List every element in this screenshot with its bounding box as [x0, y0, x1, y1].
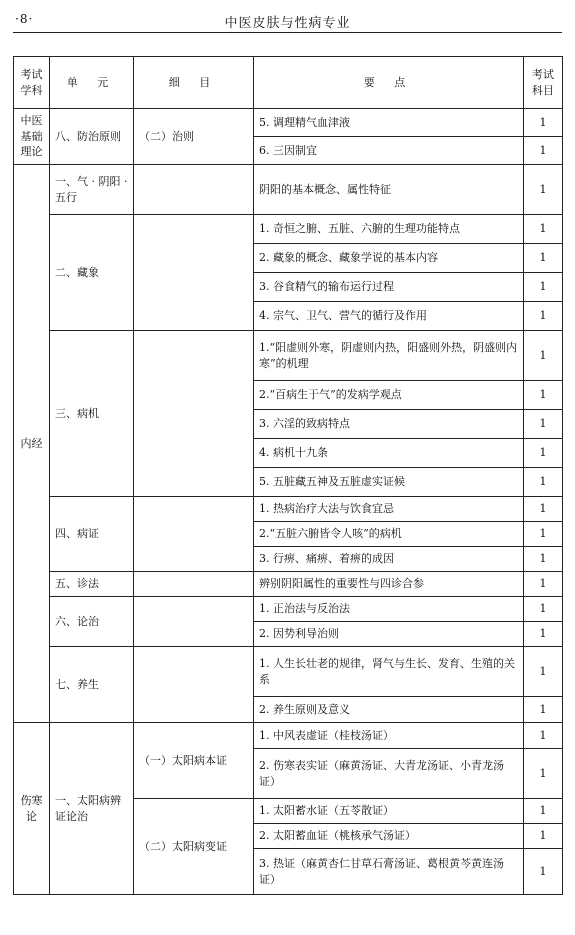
point-cell: 3. 行痹、痛痹、着痹的成因: [254, 547, 524, 572]
point-cell: 4. 病机十九条: [254, 439, 524, 468]
level-cell: 1: [524, 697, 563, 723]
unit-cell: 一、太阳病辨证论治: [50, 723, 134, 895]
point-cell: 2. 因势利导治则: [254, 622, 524, 647]
subject-cell: 中医基础理论: [14, 109, 50, 165]
detail-cell: （二）太阳病变证: [134, 799, 254, 895]
point-cell: 1. 热病治疗大法与饮食宜忌: [254, 497, 524, 522]
point-cell: 3. 六淫的致病特点: [254, 410, 524, 439]
unit-cell: 一、气 · 阴阳 · 五行: [50, 165, 134, 215]
point-cell: 6. 三因制宜: [254, 137, 524, 165]
detail-cell: [134, 331, 254, 497]
point-cell: 1. 中风表虚证（桂枝汤证）: [254, 723, 524, 749]
detail-cell: [134, 647, 254, 723]
point-cell: 1. 太阳蓄水证（五苓散证）: [254, 799, 524, 824]
unit-cell: 四、病证: [50, 497, 134, 572]
detail-cell: [134, 572, 254, 597]
level-cell: 1: [524, 109, 563, 137]
level-cell: 1: [524, 723, 563, 749]
level-cell: 1: [524, 381, 563, 410]
level-cell: 1: [524, 647, 563, 697]
unit-cell: 二、藏象: [50, 215, 134, 331]
unit-cell: 三、病机: [50, 331, 134, 497]
unit-cell: 六、论治: [50, 597, 134, 647]
running-title: 中医皮肤与性病专业: [224, 16, 351, 31]
point-cell: 2. 伤寒表实证（麻黄汤证、大青龙汤证、小青龙汤证）: [254, 749, 524, 799]
detail-cell: [134, 497, 254, 572]
table-row: [14, 597, 563, 622]
level-cell: 1: [524, 468, 563, 497]
level-cell: 1: [524, 522, 563, 547]
point-cell: 4. 宗气、卫气、营气的循行及作用: [254, 302, 524, 331]
subject-cell: 伤寒论: [14, 723, 50, 895]
point-cell: 2.“五脏六腑皆令人咳”的病机: [254, 522, 524, 547]
level-cell: 1: [524, 572, 563, 597]
point-cell: 1.“阳虚则外寒，阴虚则内热，阳盛则外热，阴盛则内寒”的机理: [254, 331, 524, 381]
point-cell: 2. 藏象的概念、藏象学说的基本内容: [254, 244, 524, 273]
unit-cell: 八、防治原则: [50, 109, 134, 165]
level-cell: 1: [524, 547, 563, 572]
level-cell: 1: [524, 410, 563, 439]
level-cell: 1: [524, 824, 563, 849]
level-cell: 1: [524, 244, 563, 273]
level-cell: 1: [524, 331, 563, 381]
level-cell: 1: [524, 497, 563, 522]
point-cell: 5. 五脏藏五神及五脏虚实证候: [254, 468, 524, 497]
point-cell: 阴阳的基本概念、属性特征: [254, 165, 524, 215]
page-header: [13, 6, 562, 33]
table-row: [14, 109, 563, 137]
detail-cell: [134, 165, 254, 215]
unit-cell: 七、养生: [50, 647, 134, 723]
level-cell: 1: [524, 849, 563, 895]
table-row: [14, 215, 563, 244]
point-cell: 2. 养生原则及意义: [254, 697, 524, 723]
point-cell: 1. 人生长壮老的规律，肾气与生长、发育、生殖的关系: [254, 647, 524, 697]
level-cell: 1: [524, 165, 563, 215]
point-cell: 3. 热证（麻黄杏仁甘草石膏汤证、葛根黄芩黄连汤证）: [254, 849, 524, 895]
point-cell: 3. 谷食精气的输布运行过程: [254, 273, 524, 302]
table-row: [14, 497, 563, 522]
table-row: [14, 723, 563, 749]
point-cell: 5. 调理精气血津液: [254, 109, 524, 137]
column-header-point: 要 点: [254, 57, 524, 109]
level-cell: 1: [524, 273, 563, 302]
detail-cell: [134, 215, 254, 331]
column-header-unit: 单 元: [50, 57, 134, 109]
level-cell: 1: [524, 597, 563, 622]
level-cell: 1: [524, 749, 563, 799]
point-cell: 辨别阴阳属性的重要性与四诊合参: [254, 572, 524, 597]
column-header-level: 考试科目: [524, 57, 563, 109]
table-row: [14, 331, 563, 381]
column-header-subject: 考试学科: [14, 57, 50, 109]
level-cell: 1: [524, 137, 563, 165]
point-cell: 2.“百病生于气”的发病学观点: [254, 381, 524, 410]
detail-cell: [134, 597, 254, 647]
level-cell: 1: [524, 439, 563, 468]
table-row: [14, 572, 563, 597]
syllabus-table: [13, 56, 563, 895]
column-header-detail: 细 目: [134, 57, 254, 109]
table-header-row: [14, 57, 563, 109]
subject-cell: 内经: [14, 165, 50, 723]
point-cell: 2. 太阳蓄血证（桃核承气汤证）: [254, 824, 524, 849]
detail-cell: （二）治则: [134, 109, 254, 165]
point-cell: 1. 奇恒之腑、五脏、六腑的生理功能特点: [254, 215, 524, 244]
detail-cell: （一）太阳病本证: [134, 723, 254, 799]
level-cell: 1: [524, 215, 563, 244]
level-cell: 1: [524, 302, 563, 331]
unit-cell: 五、诊法: [50, 572, 134, 597]
page-number: ·8·: [15, 12, 34, 26]
table-row: [14, 647, 563, 697]
level-cell: 1: [524, 622, 563, 647]
table-row: [14, 165, 563, 215]
point-cell: 1. 正治法与反治法: [254, 597, 524, 622]
level-cell: 1: [524, 799, 563, 824]
